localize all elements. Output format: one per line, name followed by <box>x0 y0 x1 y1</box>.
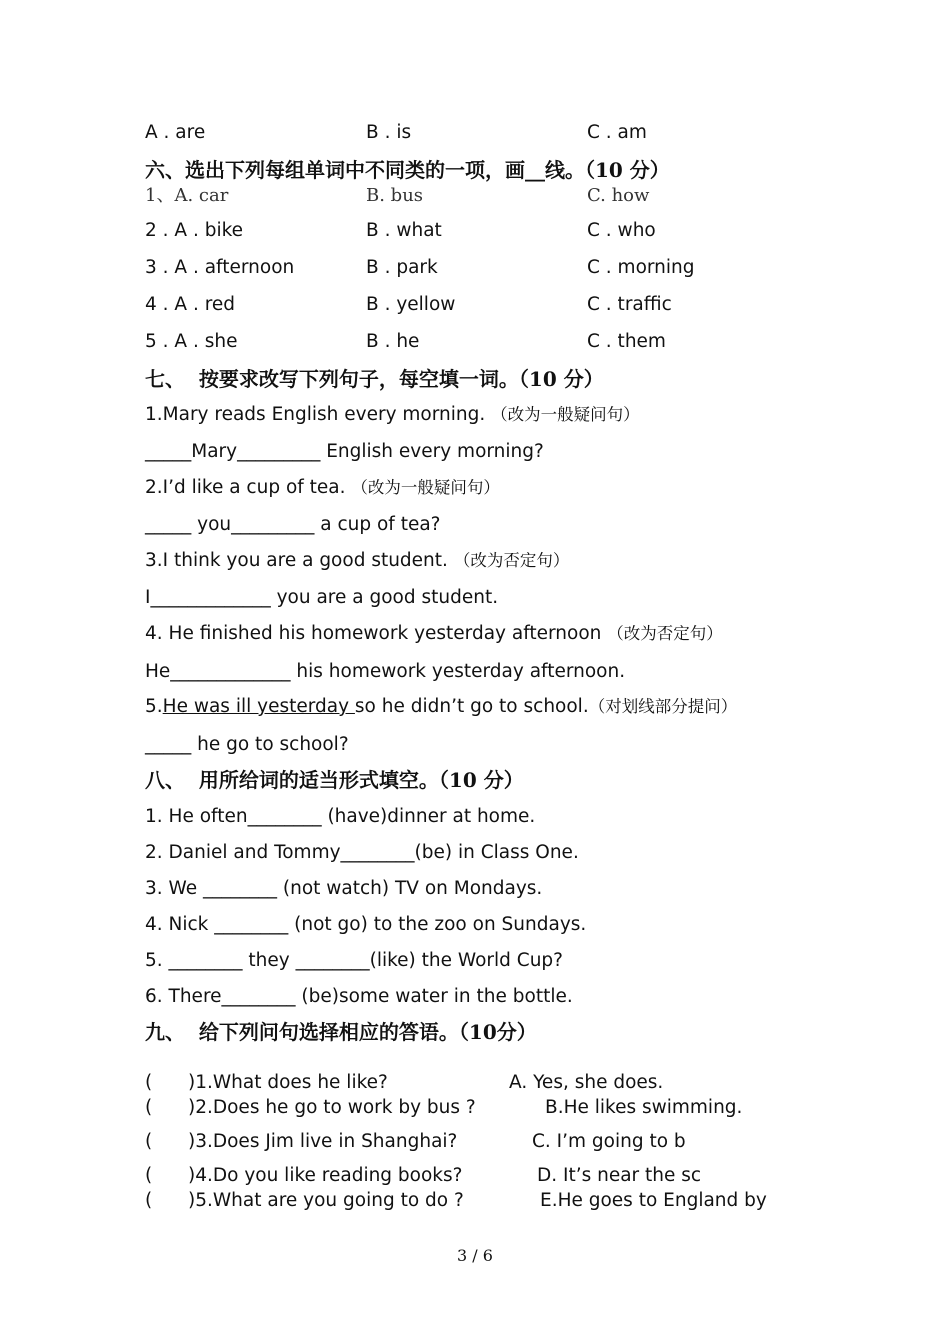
s7-q4-answer-line: He_____________ his homework yesterday afternoon. <box>145 661 626 682</box>
s9-row3-answer: C. I’m going to b <box>532 1131 686 1152</box>
prev-option-b: B . is <box>366 122 412 143</box>
s8-item-4: 4. Nick ________ (not go) to the zoo on Sundays. <box>145 914 587 935</box>
s9-row4-answer: D. It’s near the sc <box>537 1165 702 1186</box>
s9-row4-paren: ( <box>145 1165 153 1186</box>
section6-title: 六、选出下列每组单词中不同类的一项，画__线。（10 分） <box>145 158 670 182</box>
s6-row1-b: B. bus <box>366 185 424 206</box>
s6-row3-a: 3 . A . afternoon <box>145 257 295 278</box>
s7-q3-answer-line: I_____________ you are a good student. <box>145 587 499 608</box>
s7-q1-answer-line: _____Mary_________ English every morning? <box>145 441 544 462</box>
s7-q4 <box>145 625 723 644</box>
s9-row2-question: )2.Does he go to work by bus ? <box>188 1097 476 1118</box>
s7-q3-text: 3.I think you are a good student. <box>145 550 454 571</box>
s7-q2 <box>145 479 500 498</box>
s6-row1-c: C. how <box>587 185 650 206</box>
s9-row2-paren: ( <box>145 1097 153 1118</box>
s7-q5-rest: so he didn’t go to school. <box>354 696 589 717</box>
s6-row3-b: B . park <box>366 257 438 278</box>
s6-row4-c: C . traffic <box>587 294 672 315</box>
s6-row5-a: 5 . A . she <box>145 331 238 352</box>
s9-row1-paren: ( <box>145 1072 153 1093</box>
s7-q4-note: （改为否定句） <box>607 624 723 643</box>
section8-title: 八、 用所给词的适当形式填空。（10 分） <box>145 768 524 792</box>
s6-row5-c: C . them <box>587 331 666 352</box>
s7-q2-answer-line: _____ you_________ a cup of tea? <box>145 514 441 535</box>
prev-option-a: A . are <box>145 122 206 143</box>
s6-row2-a: 2 . A . bike <box>145 220 244 241</box>
prev-option-c: C . am <box>587 122 647 143</box>
s7-q2-note: （改为一般疑问句） <box>351 478 500 497</box>
s6-row4-b: B . yellow <box>366 294 456 315</box>
s9-row3-question: )3.Does Jim live in Shanghai? <box>188 1131 458 1152</box>
s7-q5 <box>145 698 737 717</box>
s6-row3-c: C . morning <box>587 257 695 278</box>
s9-row2-answer: B.He likes swimming. <box>545 1097 743 1118</box>
s6-row1-a: 1、A. car <box>145 185 229 206</box>
section9-title: 九、 给下列问句选择相应的答语。（10分） <box>145 1020 537 1044</box>
s6-row2-b: B . what <box>366 220 442 241</box>
s8-item-5: 5. ________ they ________(like) the World Cup? <box>145 950 563 971</box>
s9-row4-question: )4.Do you like reading books? <box>188 1165 463 1186</box>
s8-item-1: 1. He often________ (have)dinner at home. <box>145 806 536 827</box>
s6-row4-a: 4 . A . red <box>145 294 236 315</box>
s9-row5-paren: ( <box>145 1190 153 1211</box>
s7-q3-note: （改为否定句） <box>453 551 570 570</box>
section7-title: 七、 按要求改写下列句子，每空填一词。（10 分） <box>145 367 604 391</box>
s7-q3 <box>145 552 569 571</box>
s7-q5-underlined: He was ill yesterday <box>162 696 355 717</box>
s7-q4-text: 4. He finished his homework yesterday afternoon <box>145 623 608 644</box>
s7-q5-prefix: 5. <box>145 696 163 717</box>
s7-q2-text: 2.I’d like a cup of tea. <box>145 477 352 498</box>
s7-q1 <box>145 406 640 425</box>
s9-row1-question: )1.What does he like? <box>188 1072 388 1093</box>
page-number: 3 / 6 <box>457 1246 493 1265</box>
s7-q1-text: 1.Mary reads English every morning. <box>145 404 492 425</box>
s9-row5-question: )5.What are you going to do ? <box>188 1190 464 1211</box>
s9-row5-answer: E.He goes to England by <box>540 1190 767 1211</box>
s6-row5-b: B . he <box>366 331 420 352</box>
s7-q5-note: （对划线部分提问） <box>588 697 738 716</box>
s9-row1-answer: A. Yes, she does. <box>509 1072 664 1093</box>
s8-item-2: 2. Daniel and Tommy________(be) in Class One. <box>145 842 579 863</box>
s6-row2-c: C . who <box>587 220 656 241</box>
s8-item-3: 3. We ________ (not watch) TV on Mondays. <box>145 878 543 899</box>
s7-q5-answer-line: _____ he go to school? <box>145 734 349 755</box>
s8-item-6: 6. There________ (be)some water in the bottle. <box>145 986 573 1007</box>
s7-q1-note: （改为一般疑问句） <box>491 405 640 424</box>
s9-row3-paren: ( <box>145 1131 153 1152</box>
